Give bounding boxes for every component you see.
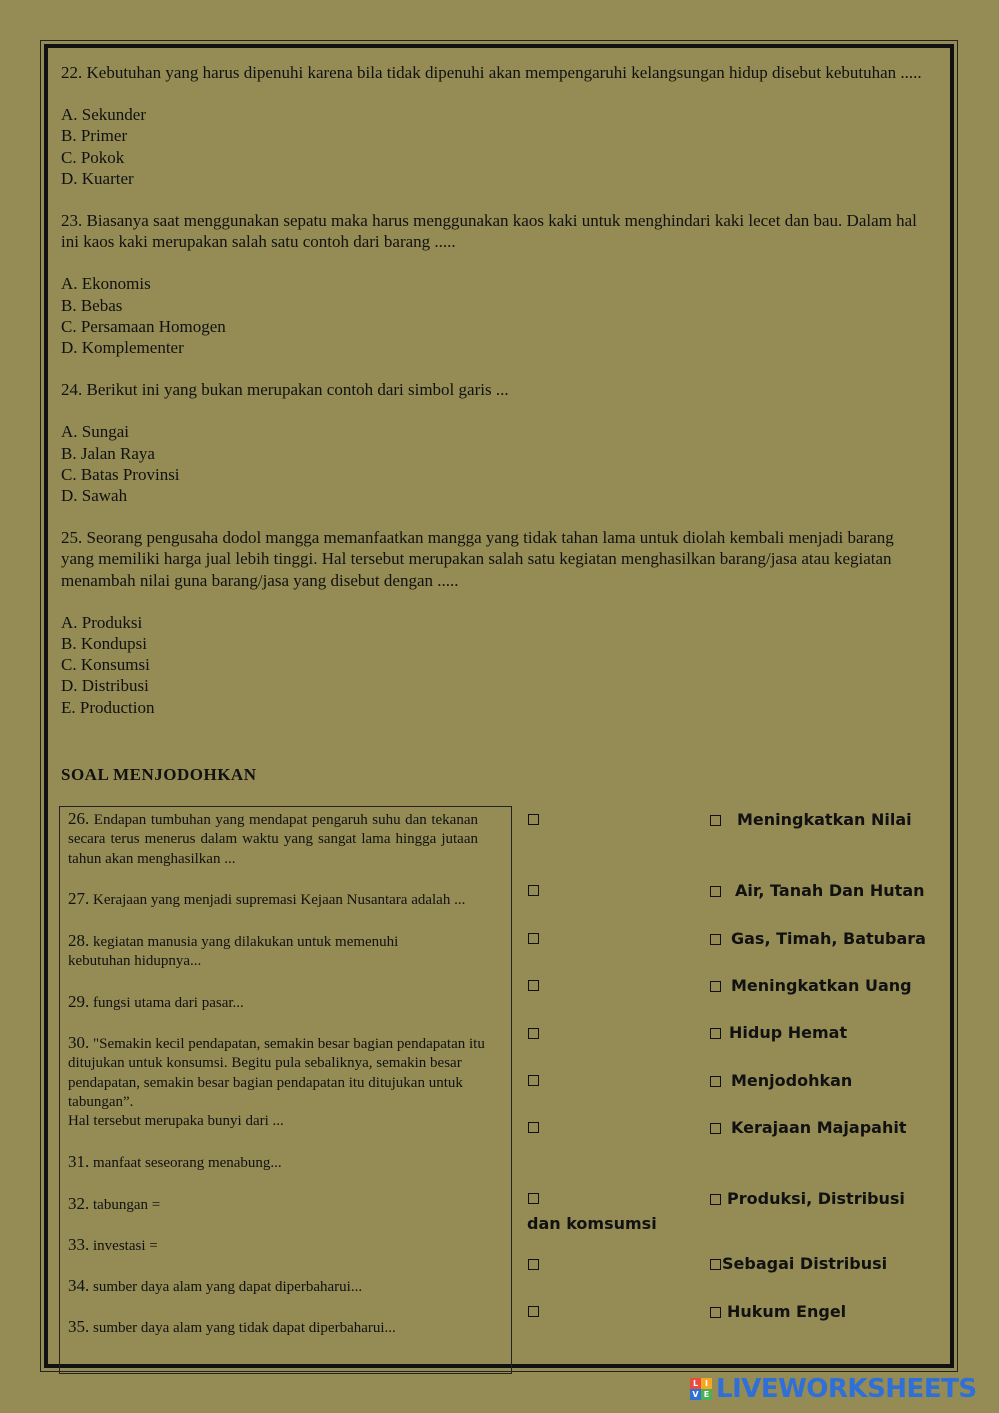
match-drop-target[interactable] [528,1193,539,1204]
match-question-26 [68,809,478,869]
question-number: 29. [68,992,90,1011]
question-number: 27. [68,889,90,908]
question-text: sumber daya alam yang dapat diperbaharui... [93,1279,363,1295]
question-22 [61,62,931,189]
question-24 [61,379,931,506]
option: A. Sekunder [61,105,146,125]
option: A. Ekonomis [61,274,151,294]
option: D. Komplementer [61,338,184,358]
checkbox-icon [710,1194,721,1205]
logo-mark-icon: L I V E [690,1378,712,1400]
question-text: 24. Berikut ini yang bukan merupakan contoh dari simbol garis ... [61,380,509,400]
match-question-32 [68,1194,510,1215]
option: B. Bebas [61,295,123,315]
checkbox-icon [710,1123,721,1134]
match-drop-target[interactable] [528,1259,539,1270]
option: A. Sungai [61,422,129,442]
question-text: kegiatan manusia yang dilakukan untuk memenuhi kebutuhan hidupnya... [68,934,399,970]
question-text: "Semakin kecil pendapatan, semakin besar bagian pendapatan itu ditujukan untuk konsumsi. Begitu pula sebaliknya, semakin besar pendapatan, semakin besar bagian pendapatan itu ditujukan untuk tabungan”. [68,1036,485,1110]
answer-option-continued: dan komsumsi [527,1214,657,1233]
answer-option[interactable]: Hidup Hemat [710,1023,847,1042]
question-23 [61,210,931,358]
answer-option[interactable]: Sebagai Distribusi [710,1254,887,1273]
logo-text: LIVEWORKSHEETS [716,1374,977,1404]
checkbox-icon [710,1307,721,1318]
match-question-30 [68,1033,488,1131]
option: C. Pokok [61,147,125,167]
question-number: 26. [68,809,90,828]
answer-option[interactable]: Meningkatkan Uang [710,976,912,995]
match-drop-target[interactable] [528,980,539,991]
question-text: Endapan tumbuhan yang mendapat pengaruh suhu dan tekanan secara terus menerus dalam waktu yang sangat lama hingga jutaan tahun akan menghasilkan ... [68,812,478,867]
option: D. Kuarter [61,168,134,188]
question-25 [61,527,931,718]
match-question-35 [68,1317,510,1338]
question-number: 34. [68,1276,90,1295]
question-text: investasi = [93,1238,158,1254]
question-number: 30. [68,1033,90,1052]
question-number: 33. [68,1235,90,1254]
question-number: 35. [68,1317,90,1336]
section-title: SOAL MENJODOHKAN [61,765,257,784]
question-text: 22. Kebutuhan yang harus dipenuhi karena bila tidak dipenuhi akan mempengaruhi kelangsungan hidup disebut kebutuhan ..... [61,63,922,82]
match-drop-target[interactable] [528,885,539,896]
answer-option[interactable]: Menjodohkan [710,1071,852,1090]
option: C. Konsumsi [61,655,150,675]
checkbox-icon [710,886,721,897]
checkbox-icon [710,815,721,826]
option: C. Persamaan Homogen [61,316,226,336]
match-question-27 [68,889,510,910]
answer-option[interactable]: Hukum Engel [710,1302,846,1321]
liveworksheets-logo [690,1374,977,1404]
match-drop-target[interactable] [528,1028,539,1039]
question-text: fungsi utama dari pasar... [93,995,244,1011]
question-number: 31. [68,1152,90,1171]
question-number: 32. [68,1194,90,1213]
question-text: sumber daya alam yang tidak dapat diperbaharui... [93,1320,396,1336]
option: C. Batas Provinsi [61,464,180,484]
match-drop-target[interactable] [528,933,539,944]
checkbox-icon [710,934,721,945]
option: A. Produksi [61,612,143,632]
match-question-34 [68,1276,510,1297]
option: D. Sawah [61,486,128,506]
question-text-continued: Hal tersebut merupaka bunyi dari ... [68,1113,284,1130]
checkbox-icon [710,1076,721,1087]
multiple-choice-section [61,62,931,739]
option: B. Primer [61,126,128,146]
match-question-33 [68,1235,510,1256]
match-drop-target[interactable] [528,1306,539,1317]
question-text: Kerajaan yang menjadi supremasi Kejaan Nusantara adalah ... [93,892,466,908]
answer-option[interactable]: Produksi, Distribusi [710,1189,905,1208]
option: D. Distribusi [61,676,149,696]
match-question-28 [68,931,448,972]
match-drop-target[interactable] [528,1075,539,1086]
match-drop-target[interactable] [528,1122,539,1133]
checkbox-icon [710,1028,721,1039]
option: B. Kondupsi [61,634,147,654]
checkbox-icon [710,981,721,992]
option: B. Jalan Raya [61,443,155,463]
answer-option[interactable]: Gas, Timah, Batubara [710,929,926,948]
match-question-29 [68,992,510,1013]
option: E. Production [61,697,155,717]
question-text: manfaat seseorang menabung... [93,1155,282,1171]
answer-option[interactable]: Air, Tanah Dan Hutan [710,881,925,900]
match-question-31 [68,1152,510,1173]
question-text: tabungan = [93,1197,161,1213]
checkbox-icon [710,1259,721,1270]
question-text: 23. Biasanya saat menggunakan sepatu maka harus menggunakan kaos kaki untuk menghindari kaki lecet dan bau. Dalam hal ini kaos kaki merupakan salah satu contoh dari barang ..... [61,211,917,252]
answer-option[interactable]: Meningkatkan Nilai [710,810,912,829]
question-number: 28. [68,931,90,950]
question-text: 25. Seorang pengusaha dodol mangga memanfaatkan mangga yang tidak tahan lama untuk diolah kembali menjadi barang yang memiliki harga jual lebih tinggi. Hal tersebut merupakan salah satu kegiatan menghasilkan barang/jasa atau kegiatan menambah nilai guna barang/jasa yang disebut dengan ..... [61,528,894,590]
answer-option[interactable]: Kerajaan Majapahit [710,1118,906,1137]
match-drop-target[interactable] [528,814,539,825]
